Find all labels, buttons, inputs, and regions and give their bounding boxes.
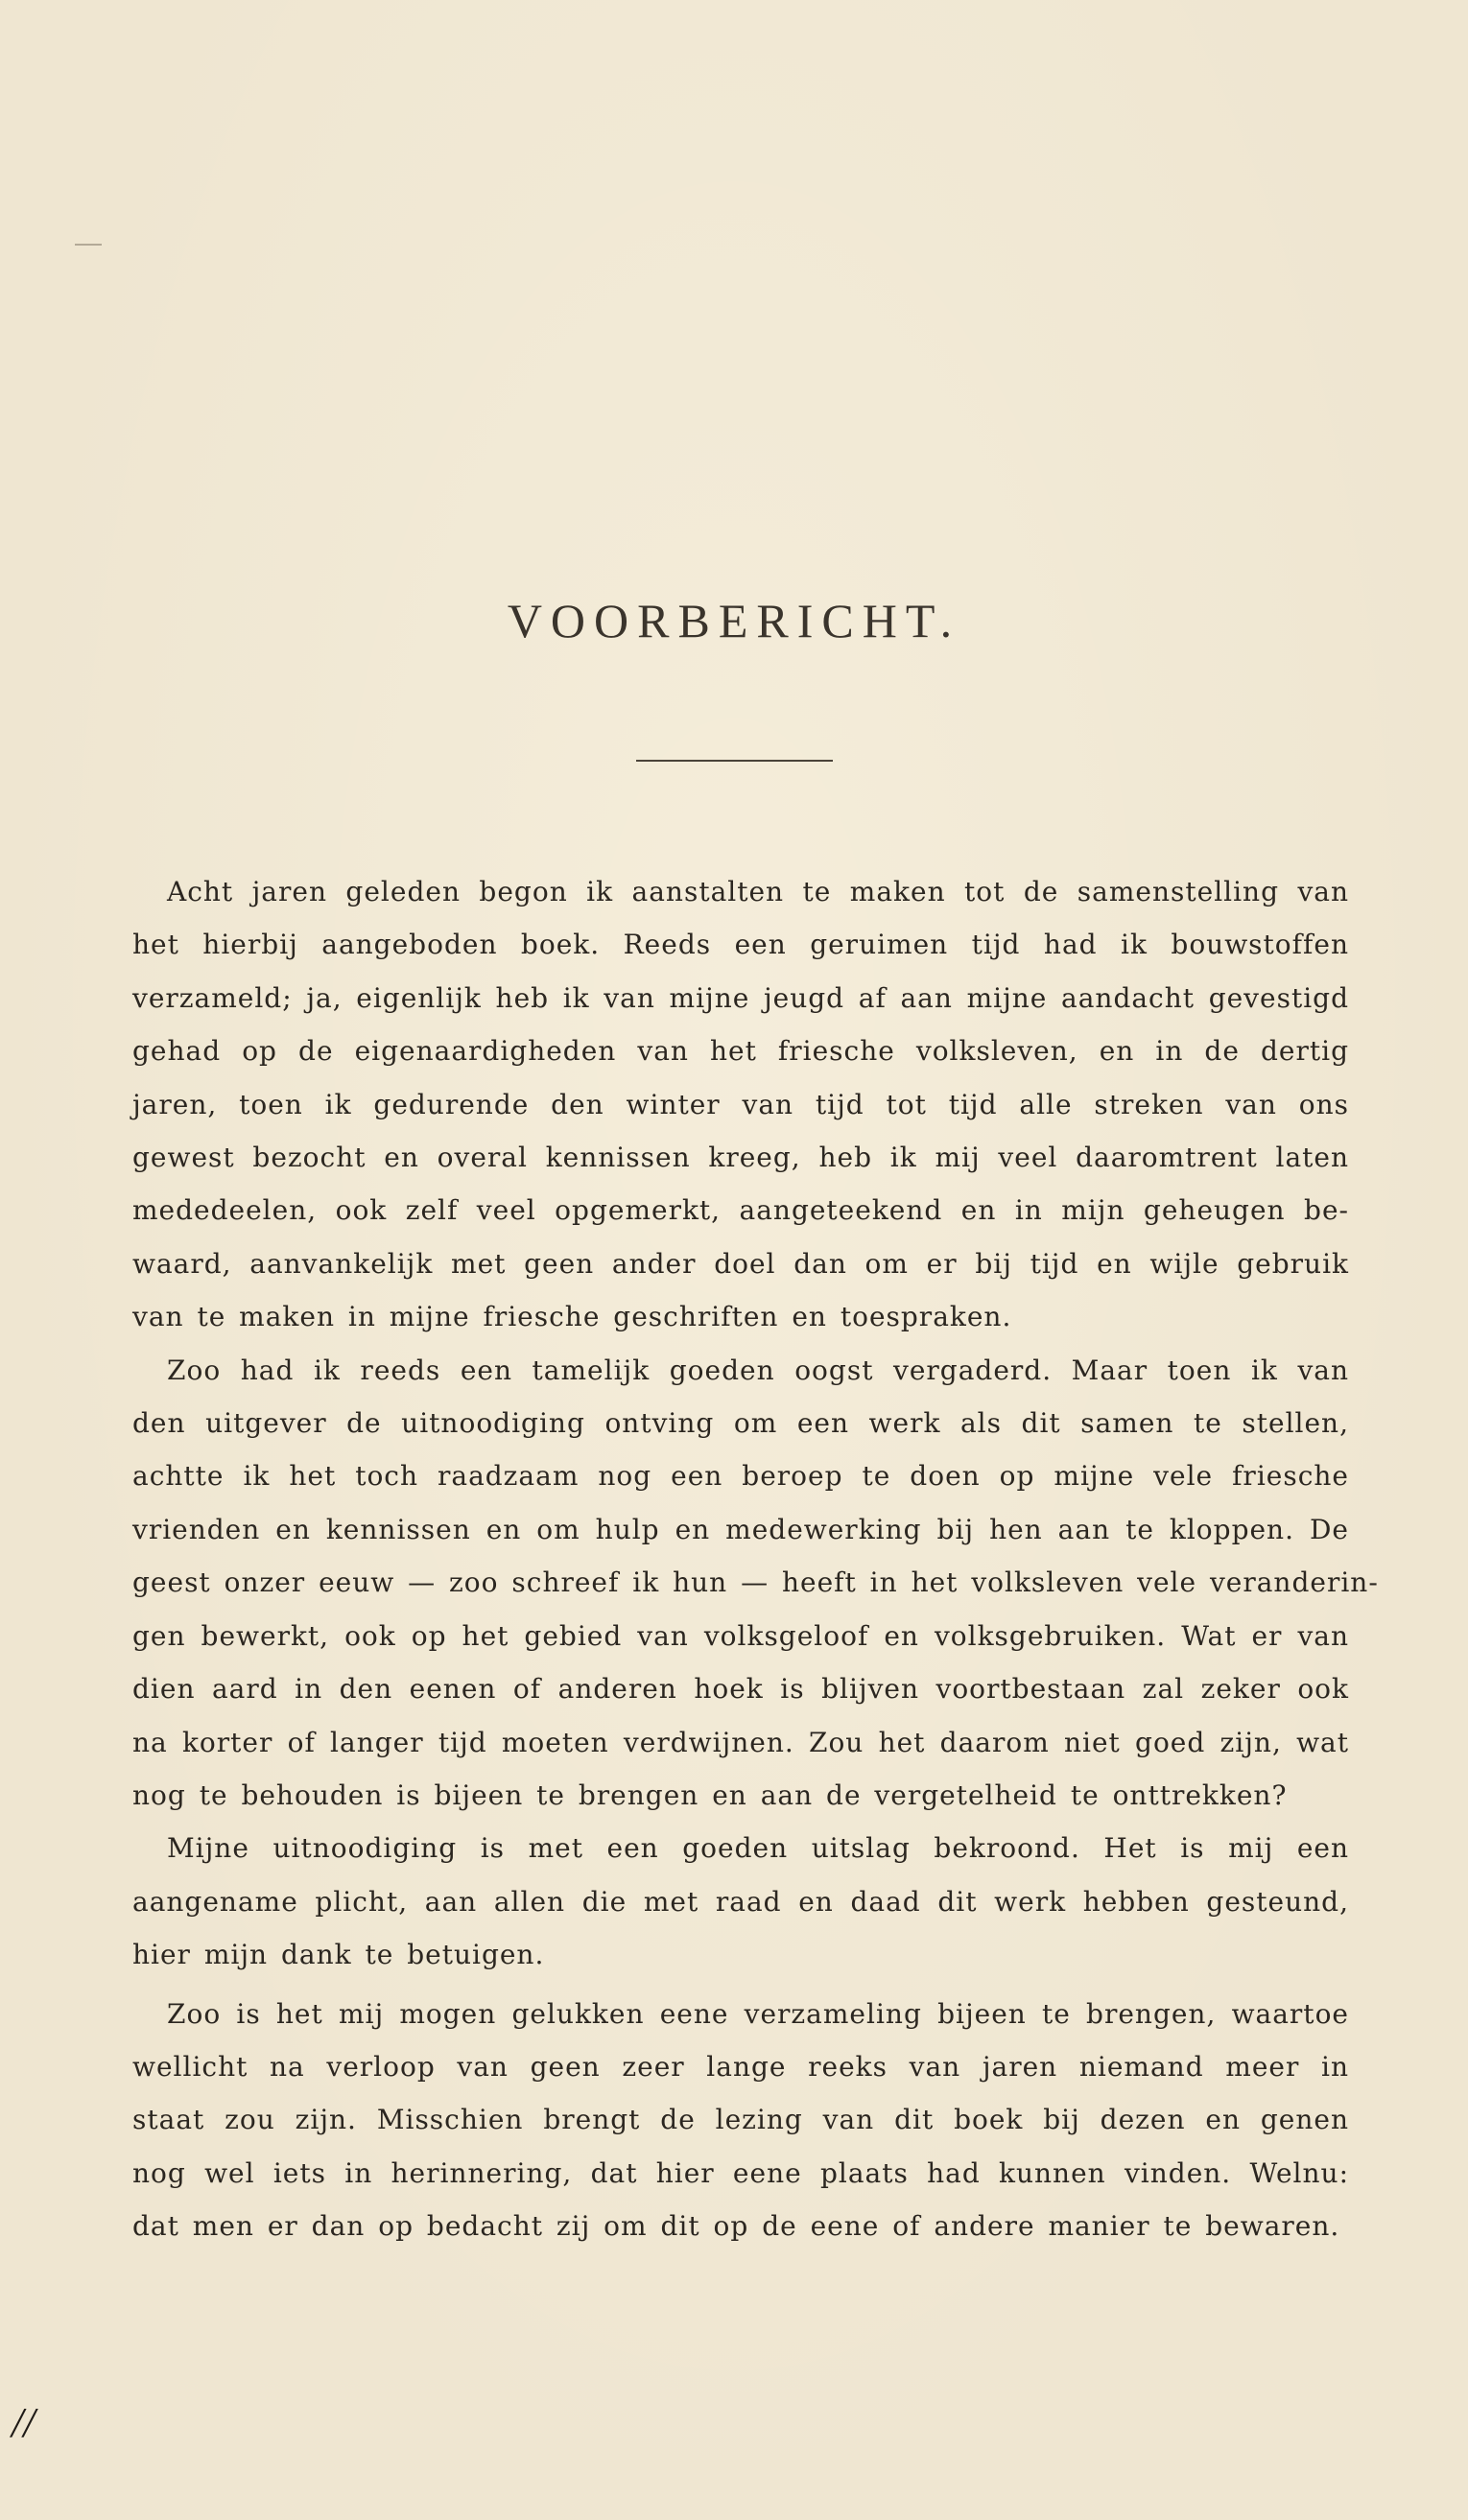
preface-body <box>132 865 1379 2253</box>
text-line: het hierbij aangeboden boek. Reeds een geruimen tijd had ik bouwstoffen <box>132 929 1349 961</box>
text-line: Mijne uitnoodiging is met een goeden uitslag bekroond. Het is mij een <box>167 1832 1349 1865</box>
text-line: nog wel iets in herinnering, dat hier eene plaats had kunnen vinden. Welnu: <box>132 2156 1349 2189</box>
page-title: VOORBERICHT. <box>507 594 961 648</box>
text-line: Acht jaren geleden begon ik aanstalten te maken tot de samenstelling van <box>167 876 1349 907</box>
text-line: van te maken in mijne friesche geschriften en toespraken. <box>132 1301 1012 1333</box>
text-line: na korter of langer tijd moeten verdwijnen. Zou het daarom niet goed zijn, wat <box>132 1726 1349 1758</box>
text-line: hier mijn dank te betuigen. <box>132 1939 545 1971</box>
paragraph-2 <box>132 1344 1379 1823</box>
text-line: Zoo is het mij mogen gelukken eene verzameling bijeen te brengen, waartoe <box>167 1997 1349 2030</box>
text-line: nog te behouden is bijeen te brengen en aan de vergetelheid te onttrekken? <box>132 1778 1288 1811</box>
text-line: Zoo had ik reeds een tamelijk goeden oogst vergaderd. Maar toen ik van <box>167 1354 1349 1386</box>
text-line: aangename plicht, aan allen die met raad en daad dit werk hebben gesteund, <box>132 1885 1349 1918</box>
text-line: jaren, toen ik gedurende den winter van tijd tot tijd alle streken van ons <box>132 1088 1349 1120</box>
paragraph-4 <box>132 1988 1349 2253</box>
text-line: verzameld; ja, eigenlijk heb ik van mijne jeugd af aan mijne aandacht gevestigd <box>132 981 1349 1014</box>
text-line: wellicht na verloop van geen zeer lange reeks van jaren niemand meer in <box>132 2050 1349 2083</box>
text-line: gen bewerkt, ook op het gebied van volksgeloof en volksgebruiken. Wat er van <box>132 1619 1349 1652</box>
paragraph-1 <box>132 865 1349 1344</box>
title-rule <box>636 760 833 762</box>
text-line: waard, aanvankelijk met geen ander doel dan om er bij tijd en wijle gebruik <box>132 1247 1349 1280</box>
text-line: gehad op de eigenaardigheden van het friesche volksleven, en in de dertig <box>132 1035 1349 1068</box>
text-line: mededeelen, ook zelf veel opgemerkt, aangeteekend en in mijn geheugen be- <box>132 1194 1349 1227</box>
text-line: dat men er dan op bedacht zij om dit op de eene of andere manier te bewaren. <box>132 2210 1340 2243</box>
text-line: dien aard in den eenen of anderen hoek is blijven voortbestaan zal zeker ook <box>132 1673 1349 1706</box>
pencil-mark <box>75 244 102 246</box>
text-line: den uitgever de uitnoodiging ontving om een werk als dit samen te stellen, <box>132 1407 1349 1440</box>
text-line: gewest bezocht en overal kennissen kreeg, heb ik mij veel daaromtrent laten <box>132 1142 1349 1174</box>
corner-pencil-mark: // <box>12 2399 36 2446</box>
text-line: vrienden en kennissen en om hulp en medewerking bij hen aan te kloppen. De <box>132 1513 1349 1545</box>
paragraph-3 <box>132 1822 1349 1981</box>
text-line: geest onzer eeuw — zoo schreef ik hun — heeft in het volksleven vele veranderin- <box>132 1566 1379 1599</box>
text-line: achtte ik het toch raadzaam nog een beroep te doen op mijne vele friesche <box>132 1460 1349 1493</box>
text-line: staat zou zijn. Misschien brengt de lezing van dit boek bij dezen en genen <box>132 2104 1349 2136</box>
